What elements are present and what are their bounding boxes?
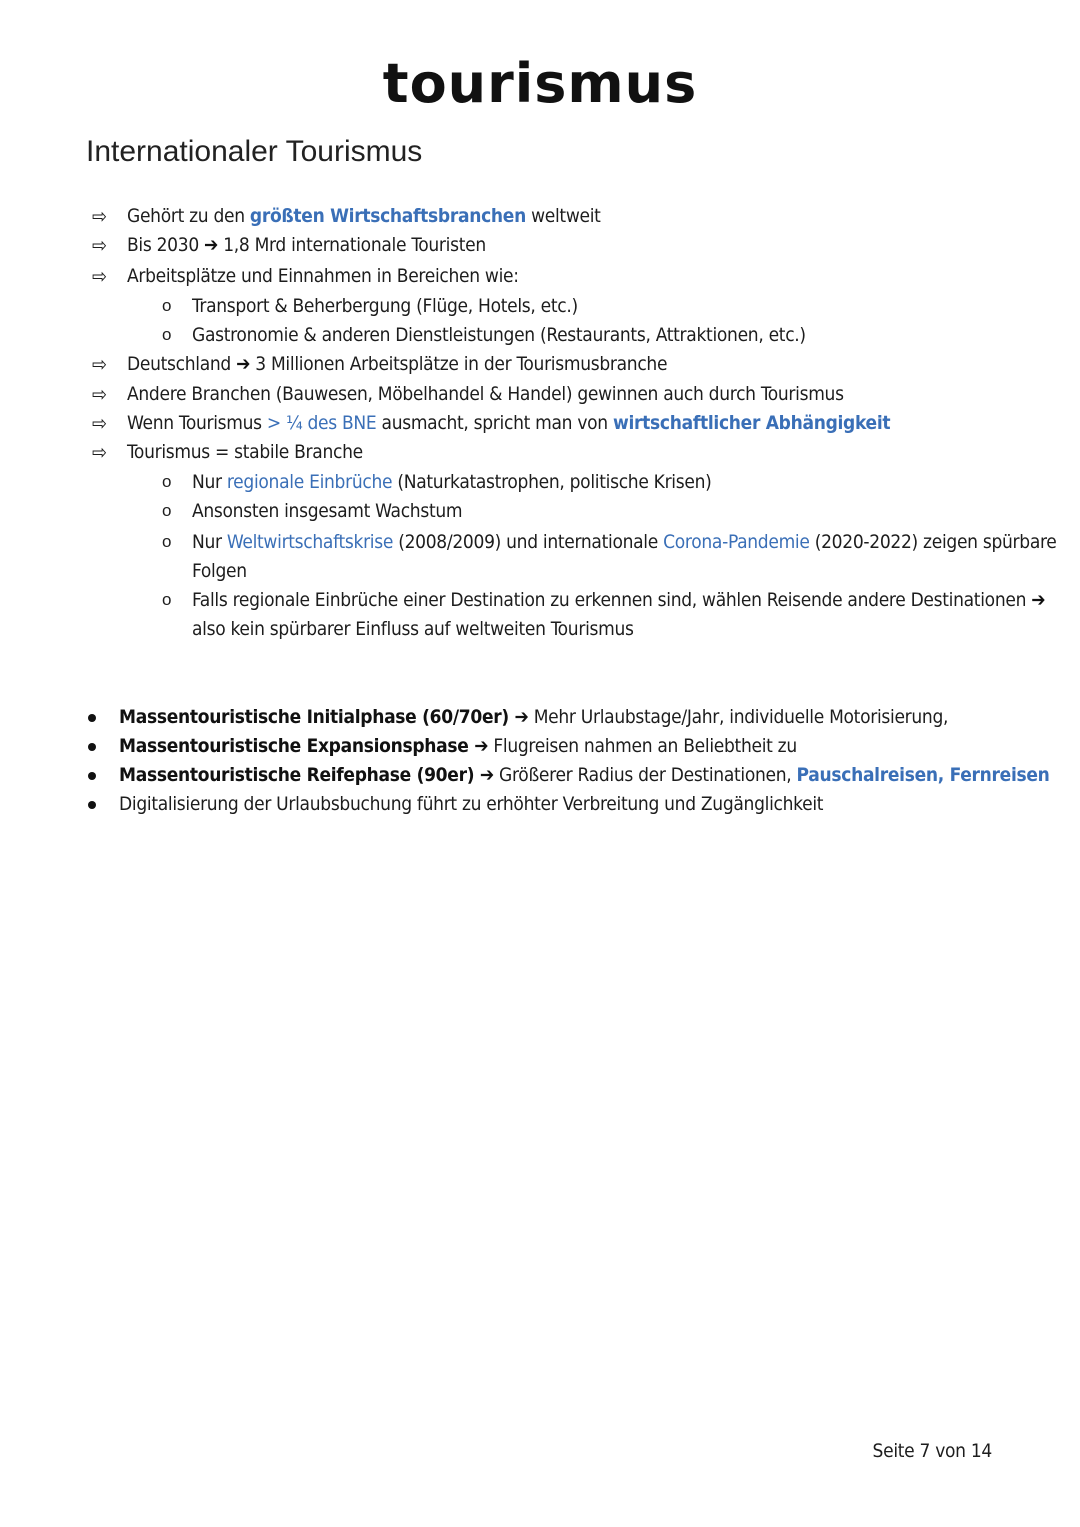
list-item: Deutschland ➔ 3 Millionen Arbeitsplätze in der Tourismusbranche	[127, 353, 668, 375]
list-item: Bis 2030 ➔ 1,8 Mrd internationale Touristen	[127, 234, 486, 256]
list-item: Digitalisierung der Urlaubsbuchung führt zu erhöhter Verbreitung und Zugänglichkeit	[119, 793, 824, 815]
open-arrow-icon: ⇨	[92, 264, 108, 288]
list-item: Wenn Tourismus > ¼ des BNE ausmacht, spricht man von wirtschaftlicher Abhängigkeit	[127, 412, 891, 434]
open-arrow-icon: ⇨	[92, 233, 108, 257]
bold-right-arrow-icon: ➔	[236, 353, 251, 375]
list-item: Massentouristische Initialphase (60/70er) ➔ Mehr Urlaubstage/Jahr, individuelle Motorisierung,	[119, 706, 949, 728]
open-arrow-icon: ⇨	[92, 411, 108, 435]
filled-dot-icon	[88, 714, 96, 722]
page-title: tourismus	[382, 52, 698, 115]
filled-dot-icon	[88, 801, 96, 809]
list-item: Massentouristische Expansionsphase ➔ Flugreisen nahmen an Beliebtheit zu	[119, 735, 797, 757]
list-item: Gastronomie & anderen Dienstleistungen (Restaurants, Attraktionen, etc.)	[192, 324, 806, 346]
bold-right-arrow-icon: ➔	[468, 735, 489, 757]
filled-dot-icon	[88, 772, 96, 780]
bold-right-arrow-icon: ➔	[474, 764, 494, 786]
list-item: Transport & Beherbergung (Flüge, Hotels, etc.)	[192, 295, 578, 317]
open-arrow-icon: ⇨	[92, 352, 108, 376]
filled-dot-icon	[88, 743, 96, 751]
open-arrow-icon: ⇨	[92, 204, 108, 228]
bold-right-arrow-icon: ➔	[508, 706, 529, 728]
section-heading: Internationaler Tourismus	[86, 135, 423, 168]
list-item: Nur regionale Einbrüche (Naturkatastrophen, politische Krisen)	[192, 471, 712, 493]
list-item: Ansonsten insgesamt Wachstum	[192, 500, 463, 522]
open-arrow-icon: ⇨	[92, 382, 108, 406]
page-number: Seite 7 von 14	[872, 1440, 992, 1462]
circle-bullet-icon: o	[162, 296, 172, 315]
list-item: Arbeitsplätze und Einnahmen in Bereichen wie:	[127, 265, 519, 287]
list-item: Massentouristische Reifephase (90er) ➔ Größerer Radius der Destinationen, Pauschalreisen, Fernreisen	[119, 764, 1050, 786]
circle-bullet-icon: o	[162, 472, 172, 491]
list-item: Nur Weltwirtschaftskrise (2008/2009) und internationale Corona-Pandemie (2020-2022) zeigen spürbare	[192, 531, 1057, 553]
list-item: Tourismus = stabile Branche	[127, 441, 363, 463]
list-item: Gehört zu den größten Wirtschaftsbranchen weltweit	[127, 205, 601, 227]
open-arrow-icon: ⇨	[92, 440, 108, 464]
bold-right-arrow-icon: ➔	[1031, 589, 1046, 611]
bold-right-arrow-icon: ➔	[204, 234, 219, 256]
list-item-continuation: Folgen	[192, 560, 247, 582]
circle-bullet-icon: o	[162, 501, 172, 520]
circle-bullet-icon: o	[162, 532, 172, 551]
list-item: Andere Branchen (Bauwesen, Möbelhandel & Handel) gewinnen auch durch Tourismus	[127, 383, 844, 405]
list-item-continuation: also kein spürbarer Einfluss auf weltweiten Tourismus	[192, 618, 634, 640]
circle-bullet-icon: o	[162, 325, 172, 344]
list-item: Falls regionale Einbrüche einer Destination zu erkennen sind, wählen Reisende andere Destinationen ➔	[192, 589, 1046, 611]
circle-bullet-icon: o	[162, 590, 172, 609]
